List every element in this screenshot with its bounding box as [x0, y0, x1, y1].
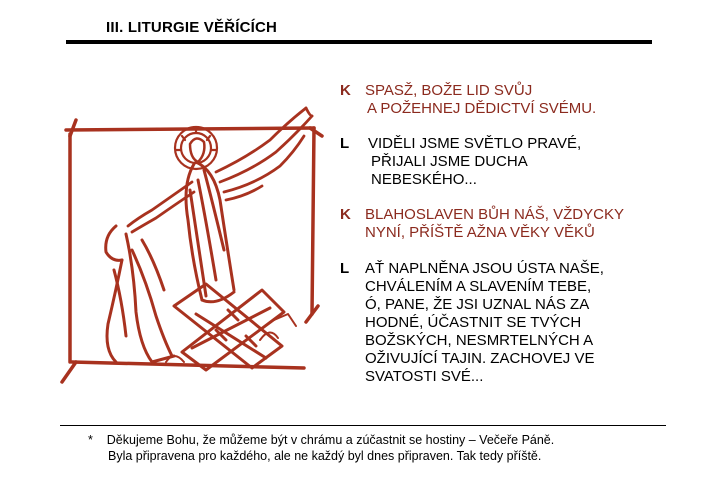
footnote: [88, 432, 554, 464]
footnote-text-1: Děkujeme Bohu, že můžeme být v chrámu a zúčastnit se hostiny – Večeře Páně.: [106, 433, 555, 447]
stanza-line: AŤ NAPLNĚNA JSOU ÚSTA NAŠE,: [365, 260, 604, 277]
resurrection-icon-illustration: [56, 100, 334, 392]
stanza-line: SVATOSTI SVÉ...: [365, 368, 484, 385]
speaker-label: K: [340, 82, 351, 99]
stanza-line: HODNÉ, ÚČASTNIT SE TVÝCH: [365, 314, 582, 331]
footnote-line-1: [88, 432, 554, 448]
stanza-l-2: [340, 260, 720, 386]
stanza-line: OŽIVUJÍCÍ TAJIN. ZACHOVEJ VE: [365, 350, 595, 367]
stanza-k-2: [340, 206, 720, 242]
speaker-label: L: [340, 260, 350, 277]
stanza-k-1: [340, 82, 720, 118]
title-divider: [66, 40, 652, 44]
stanza-line: Ó, PANE, ŽE JSI UZNAL NÁS ZA: [365, 296, 590, 313]
stanza-line: PŘIJALI JSME DUCHA: [371, 153, 528, 170]
stanza-line: A POŽEHNEJ DĚDICTVÍ SVÉMU.: [367, 100, 597, 117]
footnote-text-2: Byla připravena pro každého, ale ne každý byl dnes připraven. Tak tedy příště.: [108, 449, 542, 463]
stanza-line: VIDĚLI JSME SVĚTLO PRAVÉ,: [368, 135, 582, 152]
stanza-line: CHVÁLENÍM A SLAVENÍM TEBE,: [365, 278, 592, 295]
stanza-line: NYNÍ, PŘÍŠTĚ AŽNA VĚKY VĚKŮ: [365, 224, 595, 241]
stanza-line: NEBESKÉHO...: [371, 171, 477, 188]
liturgy-text: [340, 82, 720, 386]
speaker-label: L: [340, 135, 350, 152]
stanza-line: SPASŽ, BOŽE LID SVŮJ: [365, 82, 533, 99]
speaker-label: K: [340, 206, 351, 223]
stanza-line: BLAHOSLAVEN BŮH NÁŠ, VŽDYCKY: [365, 206, 624, 223]
footnote-marker: *: [88, 433, 93, 447]
page-title: III. LITURGIE VĚŘÍCÍCH: [106, 19, 278, 36]
stanza-l-1: [340, 135, 720, 189]
footnote-divider: [60, 425, 666, 426]
stanza-line: BOŽSKÝCH, NESMRTELNÝCH A: [365, 332, 594, 349]
